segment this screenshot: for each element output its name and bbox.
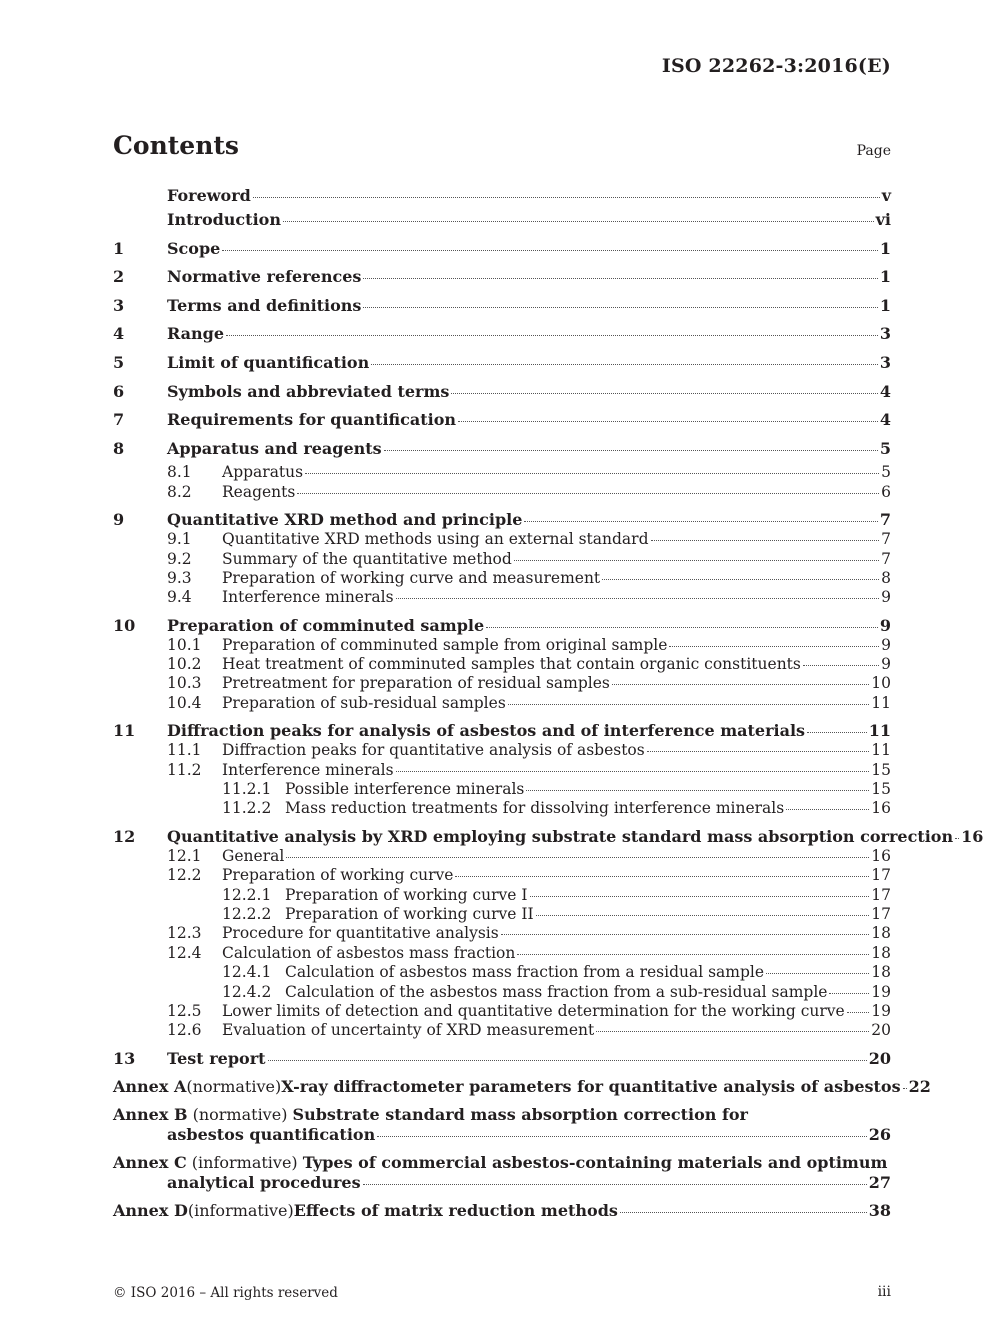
dot-leader [620, 1211, 867, 1213]
toc-entry-title: Interference minerals [222, 588, 394, 607]
toc-entry-number: 9 [113, 510, 125, 530]
dot-leader [363, 306, 877, 308]
toc-entry[interactable] [113, 569, 891, 588]
toc-entry[interactable] [113, 721, 891, 741]
toc-entry-page: 16 [961, 826, 983, 846]
toc-entry[interactable] [113, 235, 891, 264]
toc-entry-title: Evaluation of uncertainty of XRD measurement [222, 1021, 595, 1040]
toc-entry-title: Diffraction peaks for analysis of asbestos and of interference materials [167, 721, 806, 741]
document-id: ISO 22262-3:2016(E) [661, 55, 891, 77]
annex-label: Annex D [113, 1200, 188, 1220]
dot-leader [514, 559, 879, 561]
dot-leader [286, 856, 869, 858]
toc-entry[interactable] [113, 905, 891, 924]
annex-type: (informative) [187, 1200, 294, 1220]
toc-entry[interactable] [113, 826, 983, 847]
dot-leader [612, 683, 869, 685]
annex-title: Substrate standard mass absorption correction for [292, 1104, 748, 1124]
dot-leader [526, 789, 869, 791]
toc-entry-number: 12.5 [167, 1001, 202, 1020]
dot-leader [222, 249, 878, 251]
toc-entry[interactable] [113, 206, 891, 235]
toc-entry-page: 9 [881, 635, 891, 654]
toc-entry[interactable] [113, 1021, 891, 1040]
toc-entry-number: 12.1 [167, 846, 202, 865]
toc-entry-number: 8.2 [167, 482, 192, 501]
toc-entry[interactable] [113, 435, 891, 464]
toc-entry-page: 4 [879, 410, 891, 430]
annex-page: 38 [868, 1200, 891, 1220]
toc-entry[interactable] [113, 406, 891, 435]
toc-entry-page: 11 [871, 741, 891, 760]
toc-entry[interactable] [113, 944, 891, 963]
toc-entry[interactable] [113, 886, 891, 905]
annex-entry[interactable] [113, 1201, 891, 1221]
toc-entry-number: 12.6 [167, 1021, 202, 1040]
dot-leader [647, 750, 870, 752]
dot-leader [651, 539, 880, 541]
toc-entry-number: 12.2.2 [222, 904, 272, 923]
annex-page: 26 [868, 1124, 891, 1144]
toc-entry-number: 4 [113, 324, 125, 344]
toc-entry-number: 12 [113, 826, 136, 846]
toc-entry-title: Test report [167, 1048, 266, 1068]
toc-entry-number: 9.4 [167, 588, 192, 607]
toc-entry-number: 11.2.2 [222, 799, 272, 818]
toc-entry[interactable] [113, 1049, 891, 1069]
toc-entry-number: 13 [113, 1048, 136, 1068]
toc-entry-number: 12.3 [167, 924, 202, 943]
annex-type: (normative) [186, 1076, 282, 1096]
toc-entry-title: Quantitative XRD method and principle [167, 510, 523, 530]
toc-entry-number: 9.2 [167, 549, 192, 568]
toc-entry-page: 5 [879, 438, 891, 458]
dot-leader [396, 597, 880, 599]
toc-entry-title: Mass reduction treatments for dissolving interference minerals [285, 799, 785, 818]
toc-entry-page: 19 [871, 1001, 891, 1020]
toc-entry-page: 17 [871, 904, 891, 923]
toc-entry-title: Normative references [167, 267, 362, 287]
toc-entry[interactable] [113, 463, 891, 482]
toc-entry-number: 9.3 [167, 568, 192, 587]
annex-entry[interactable] [113, 1076, 931, 1097]
toc-entry-number: 10.4 [167, 693, 202, 712]
toc-entry-title: Preparation of working curve I [285, 885, 528, 904]
toc-entry-number: 8 [113, 438, 125, 458]
toc-entry-page: vi [875, 210, 891, 229]
dot-leader [363, 1183, 867, 1185]
toc-entry-title: Summary of the quantitative method [222, 549, 512, 568]
dot-leader [807, 731, 867, 733]
dot-leader [396, 770, 870, 772]
toc-entry-title: General [222, 846, 285, 865]
dot-leader [363, 277, 877, 279]
toc-entry-number: 12.4 [167, 943, 202, 962]
dot-leader [536, 914, 870, 916]
toc-entry-page: 1 [879, 267, 891, 287]
toc-entry-title: Calculation of the asbestos mass fraction from a sub-residual sample [285, 982, 828, 1001]
toc-entry-page: 19 [871, 982, 891, 1001]
toc-entry-number: 12.2 [167, 866, 202, 885]
toc-entry-page: 11 [871, 693, 891, 712]
page-column-label: Page [856, 143, 891, 159]
toc-entry-title: Preparation of working curve [222, 866, 454, 885]
toc-entry[interactable] [113, 292, 891, 321]
toc-entry-title: Limit of quantification [167, 352, 370, 372]
toc-entry-title: Symbols and abbreviated terms [167, 381, 450, 401]
dot-leader [517, 953, 869, 955]
dot-leader [451, 392, 877, 394]
toc-entry-title: Heat treatment of comminuted samples that contain organic constituents [222, 655, 801, 674]
toc-entry-title: Calculation of asbestos mass fraction from a residual sample [285, 963, 765, 982]
toc-entry-page: 5 [881, 463, 891, 482]
toc-entry-page: 1 [879, 238, 891, 258]
toc-entry[interactable] [113, 694, 891, 713]
annex-title-continued: asbestos quantification [167, 1124, 376, 1144]
toc-entry[interactable] [113, 378, 891, 407]
annex-type: (informative) [191, 1152, 298, 1172]
toc-entry-title: Introduction [167, 210, 281, 229]
toc-entry[interactable] [113, 263, 891, 292]
dot-leader [455, 875, 869, 877]
toc-entry-number: 10 [113, 615, 136, 635]
toc-entry-page: 18 [871, 963, 891, 982]
toc-entry-page: 18 [871, 943, 891, 962]
toc-entry-page: 16 [871, 846, 891, 865]
annex-type: (normative) [192, 1104, 288, 1124]
copyright-notice: © ISO 2016 – All rights reserved [113, 1285, 338, 1301]
annex-title: X-ray diffractometer parameters for quantitative analysis of asbestos [281, 1076, 901, 1096]
toc-entry[interactable] [113, 761, 891, 780]
dot-leader [268, 1059, 867, 1061]
toc-entry-page: 18 [871, 924, 891, 943]
dot-leader [283, 220, 874, 222]
toc-entry-title: Procedure for quantitative analysis [222, 924, 499, 943]
dot-leader [955, 837, 959, 839]
dot-leader [226, 334, 878, 336]
dot-leader [596, 1030, 869, 1032]
toc-entry-title: Preparation of sub-residual samples [222, 693, 506, 712]
toc-entry[interactable] [113, 780, 891, 799]
toc-entry-number: 11.1 [167, 741, 202, 760]
toc-entry-title: Requirements for quantification [167, 410, 457, 430]
dot-leader [803, 664, 879, 666]
toc-entry[interactable] [113, 550, 891, 569]
toc-entry-page: 3 [879, 352, 891, 372]
toc-entry-number: 2 [113, 267, 125, 287]
toc-entry-number: 11.2.1 [222, 780, 272, 799]
dot-leader [384, 449, 878, 451]
toc-entry-number: 10.2 [167, 655, 202, 674]
toc-entry[interactable] [113, 741, 891, 760]
toc-entry-page: 9 [881, 655, 891, 674]
toc-entry-number: 11 [113, 721, 136, 741]
dot-leader [377, 1135, 867, 1137]
toc-entry[interactable] [113, 674, 891, 693]
toc-entry-page: 7 [879, 510, 891, 530]
toc-entry-number: 12.2.1 [222, 885, 272, 904]
toc-entry-page: 20 [871, 1021, 891, 1040]
annex-label: Annex C [113, 1152, 187, 1172]
toc-entry-number: 6 [113, 381, 125, 401]
toc-entry-title: Apparatus [222, 463, 304, 482]
annex-entry[interactable] [113, 1153, 891, 1193]
toc-entry[interactable] [113, 530, 891, 549]
annex-entry[interactable] [113, 1105, 891, 1145]
toc-entry-page: 6 [881, 482, 891, 501]
toc-entry-page: 9 [879, 615, 891, 635]
toc-entry-title: Reagents [222, 482, 296, 501]
toc-entry-title: Range [167, 324, 225, 344]
toc-entry[interactable] [113, 655, 891, 674]
toc-entry-title: Lower limits of detection and quantitative determination for the working curve [222, 1001, 845, 1020]
toc-entry-page: 8 [881, 568, 891, 587]
page-number: iii [877, 1284, 891, 1300]
toc-entry-page: 11 [868, 721, 891, 741]
toc-entry-number: 12.4.1 [222, 963, 272, 982]
annex-title: Types of commercial asbestos-containing materials and optimum [302, 1152, 888, 1172]
toc-entry[interactable] [113, 924, 891, 943]
toc-entry-title: Calculation of asbestos mass fraction [222, 943, 516, 962]
toc-entry[interactable] [113, 483, 891, 502]
toc-entry-number: 5 [113, 352, 125, 372]
toc-entry[interactable] [113, 636, 891, 655]
toc-entry-title: Preparation of working curve and measurement [222, 568, 601, 587]
toc-entry[interactable] [113, 510, 891, 530]
table-of-contents [113, 186, 983, 1221]
annex-label: Annex A [113, 1076, 187, 1096]
toc-entry-page: 7 [881, 549, 891, 568]
dot-leader [766, 972, 869, 974]
toc-entry[interactable] [113, 799, 891, 818]
toc-entry-number: 1 [113, 238, 125, 258]
dot-leader [903, 1087, 907, 1089]
toc-entry-page: 9 [881, 588, 891, 607]
dot-leader [847, 1011, 870, 1013]
annex-title: Effects of matrix reduction methods [293, 1200, 618, 1220]
toc-entry-title: Possible interference minerals [285, 780, 525, 799]
dot-leader [530, 895, 870, 897]
toc-entry-page: v [881, 186, 891, 205]
annex-page: 22 [908, 1076, 931, 1096]
toc-entry-number: 8.1 [167, 463, 192, 482]
toc-entry-page: 3 [879, 324, 891, 344]
toc-entry-title: Pretreatment for preparation of residual samples [222, 674, 610, 693]
toc-entry-title: Quantitative XRD methods using an external standard [222, 530, 649, 549]
toc-entry-page: 4 [879, 381, 891, 401]
dot-leader [458, 420, 878, 422]
toc-entry-page: 1 [879, 295, 891, 315]
toc-entry[interactable] [113, 616, 891, 636]
toc-entry[interactable] [113, 963, 891, 982]
toc-entry[interactable] [113, 320, 891, 349]
dot-leader [297, 492, 879, 494]
toc-entry-page: 17 [871, 885, 891, 904]
dot-leader [786, 808, 869, 810]
toc-entry-title: Terms and definitions [167, 295, 362, 315]
annex-title-continued: analytical procedures [167, 1172, 361, 1192]
dot-leader [501, 933, 870, 935]
toc-entry-number: 10.3 [167, 674, 202, 693]
toc-entry-title: Preparation of working curve II [285, 904, 534, 923]
toc-entry-page: 7 [881, 530, 891, 549]
toc-entry-title: Scope [167, 238, 221, 258]
toc-entry-title: Preparation of comminuted sample [167, 615, 485, 635]
toc-entry-number: 11.2 [167, 760, 202, 779]
toc-entry-title: Interference minerals [222, 760, 394, 779]
dot-leader [371, 363, 878, 365]
toc-entry-page: 17 [871, 866, 891, 885]
dot-leader [669, 645, 879, 647]
contents-heading: Contents [113, 131, 240, 160]
toc-entry-number: 12.4.2 [222, 982, 272, 1001]
toc-entry[interactable] [113, 588, 891, 607]
dot-leader [253, 196, 880, 198]
dot-leader [486, 626, 878, 628]
dot-leader [602, 578, 879, 580]
dot-leader [305, 472, 879, 474]
toc-entry-page: 16 [871, 799, 891, 818]
toc-entry-page: 15 [871, 760, 891, 779]
toc-entry-title: Preparation of comminuted sample from original sample [222, 635, 668, 654]
toc-entry-number: 9.1 [167, 530, 192, 549]
annex-label: Annex B [113, 1104, 188, 1124]
toc-entry[interactable] [113, 186, 891, 206]
dot-leader [829, 992, 869, 994]
toc-entry-title: Diffraction peaks for quantitative analysis of asbestos [222, 741, 645, 760]
toc-entry-title: Foreword [167, 186, 251, 205]
toc-entry-title: Apparatus and reagents [167, 438, 382, 458]
toc-entry-number: 7 [113, 410, 125, 430]
toc-entry-number: 10.1 [167, 635, 202, 654]
toc-entry[interactable] [113, 1002, 891, 1021]
toc-entry-page: 15 [871, 780, 891, 799]
dot-leader [508, 703, 869, 705]
toc-entry-page: 20 [868, 1048, 891, 1068]
toc-entry-page: 10 [871, 674, 891, 693]
toc-entry[interactable] [113, 847, 891, 866]
dot-leader [524, 520, 877, 522]
toc-entry[interactable] [113, 866, 891, 885]
toc-entry[interactable] [113, 349, 891, 378]
toc-entry[interactable] [113, 983, 891, 1002]
annex-page: 27 [868, 1172, 891, 1192]
toc-entry-number: 3 [113, 295, 125, 315]
toc-entry-title: Quantitative analysis by XRD employing substrate standard mass absorption correction [167, 826, 954, 846]
